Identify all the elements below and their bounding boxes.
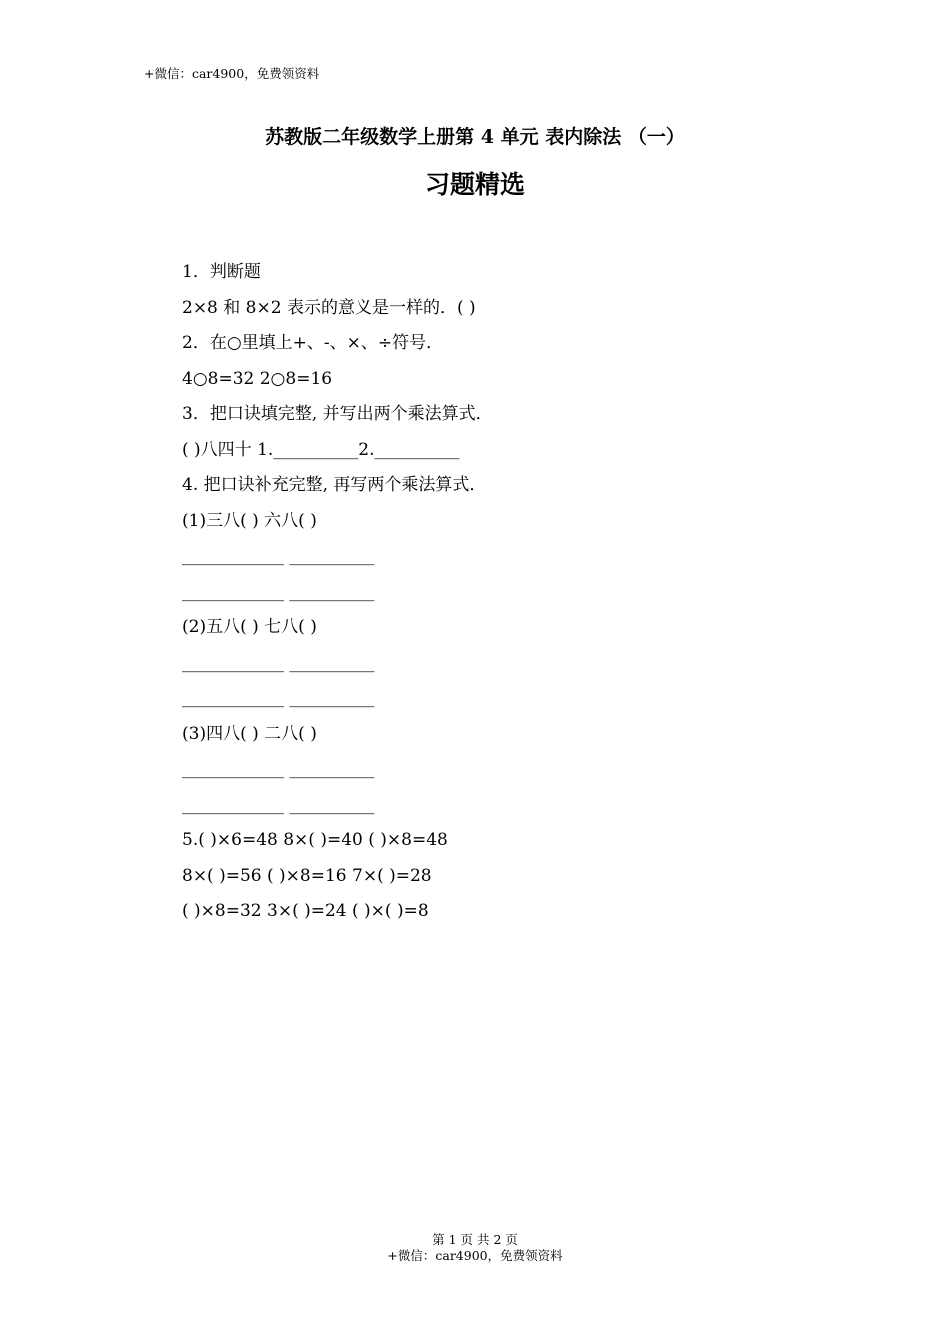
question-5-row-1: 5.( )×6=48 8×( )=40 ( )×8=48 (182, 830, 448, 850)
document-subtitle: 习题精选 (424, 170, 525, 199)
exercise-content (182, 258, 782, 933)
question-4-part-1: (1)三八( ) 六八( ) (182, 510, 317, 531)
question-2-items: 4○8=32 2○8=16 (182, 368, 333, 389)
answer-blank-line: ____________ __________ (182, 546, 375, 566)
question-3-items: ( )八四十 1.__________2.__________ (182, 439, 460, 460)
question-1-statement: 2×8 和 8×2 表示的意义是一样的．( ) (182, 297, 476, 318)
question-4-part-2: (2)五八( ) 七八( ) (182, 617, 317, 637)
question-5-row-2: 8×( )=56 ( )×8=16 7×( )=28 (182, 865, 432, 886)
question-1-heading: 1．判断题 (182, 262, 261, 282)
footer-note: +微信：car4900，免费领资料 (387, 1248, 563, 1263)
question-4-heading: 4. 把口诀补充完整, 再写两个乘法算式． (182, 475, 487, 495)
document-title: 苏教版二年级数学上册第 4 单元 表内除法 （一） (265, 126, 685, 148)
answer-blank-line: ____________ __________ (182, 688, 375, 708)
page-number: 第 1 页 共 2 页 (432, 1232, 518, 1247)
question-4-part-3: (3)四八( ) 二八( ) (182, 723, 317, 744)
header-note: +微信：car4900，免费领资料 (144, 66, 320, 81)
answer-blank-line: ____________ __________ (182, 759, 375, 779)
question-2-heading: 2．在○里填上+、-、×、÷符号． (182, 333, 444, 353)
answer-blank-line: ____________ __________ (182, 652, 375, 673)
question-5-row-3: ( )×8=32 3×( )=24 ( )×( )=8 (182, 901, 429, 921)
question-3-heading: 3．把口诀填完整, 并写出两个乘法算式． (182, 404, 493, 424)
answer-blank-line: ____________ __________ (182, 581, 375, 602)
answer-blank-line: ____________ __________ (182, 794, 375, 815)
